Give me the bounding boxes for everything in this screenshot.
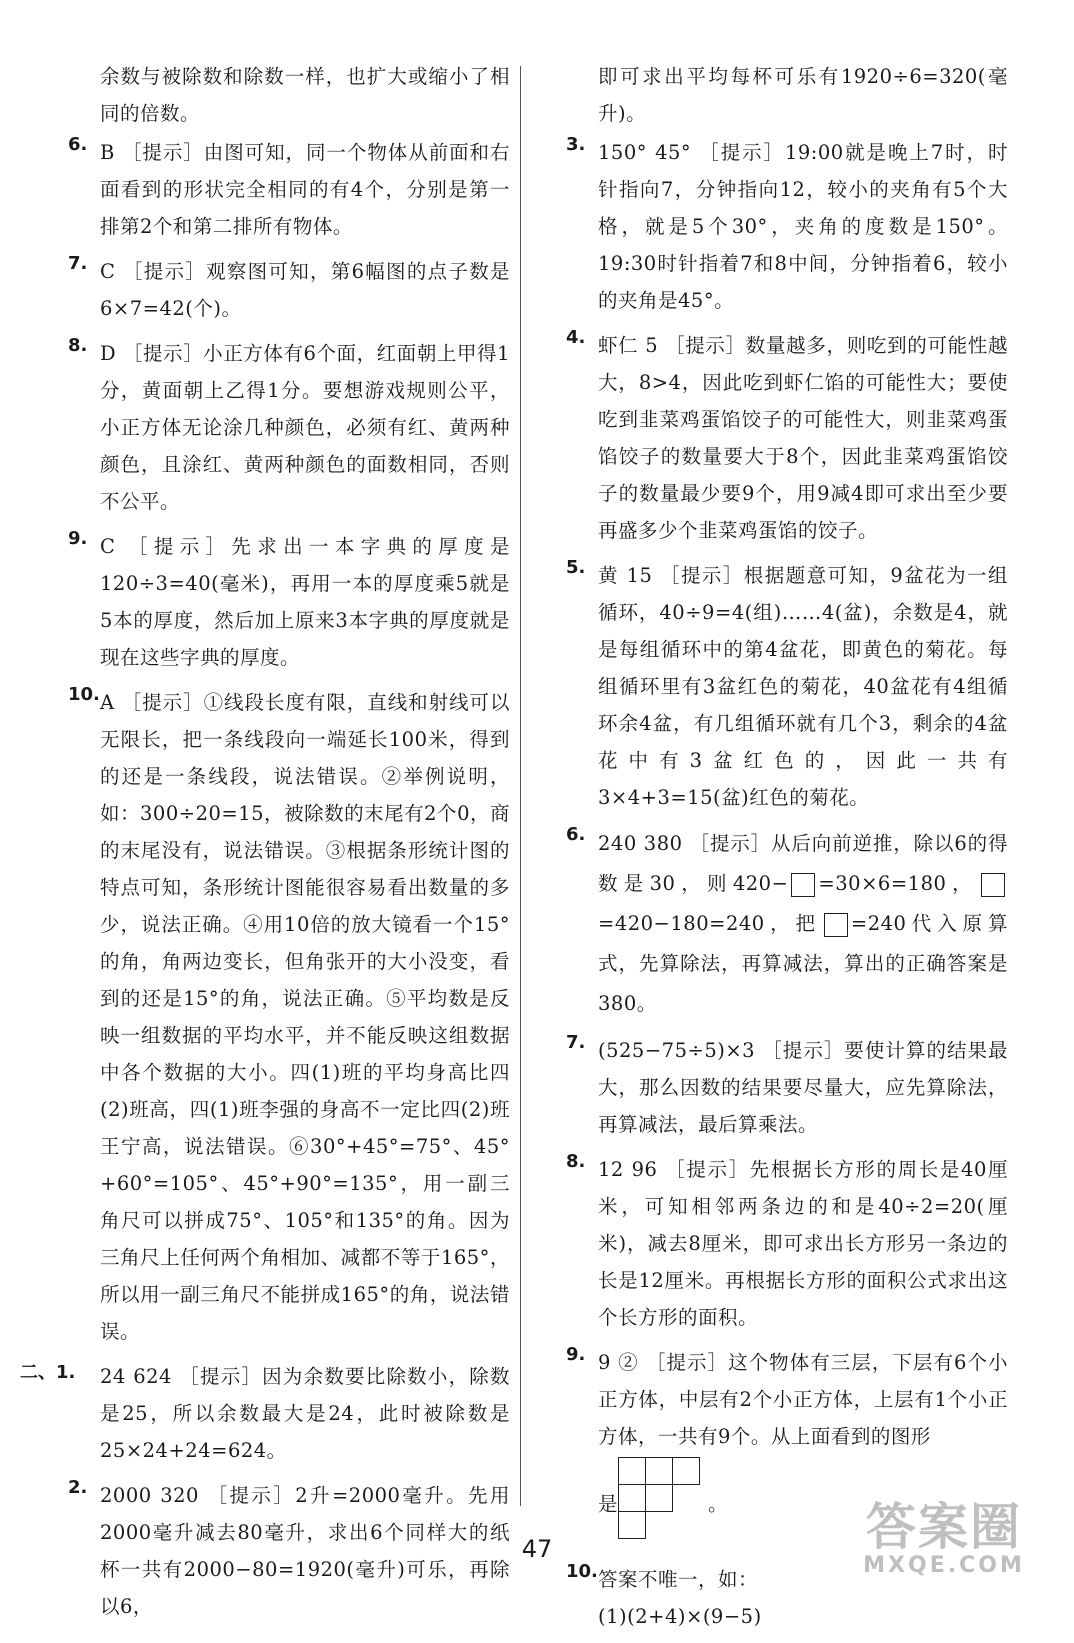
- item-number: 10.: [68, 684, 100, 705]
- item-text: D ［提示］小正方体有6个面，红面朝上甲得1分，黄面朝上乙得1分。要想游戏规则公平，小正方体无论涂几种颜色，必须有红、黄两种颜色，且涂红、黄两种颜色的面数相同，否则不公平。: [100, 342, 510, 513]
- watermark-url: MXQE.COM: [863, 1553, 1025, 1578]
- continuation-text: 即可求出平均每杯可乐有1920÷6=320(毫升)。: [598, 65, 1008, 125]
- text-part-2: =30×6=180，: [818, 872, 978, 895]
- text-part-4: =240代入原算式，先算除法，再算减法，算出的正确答案是380。: [598, 912, 1008, 1015]
- item-number: 9.: [566, 1344, 586, 1365]
- blank-box: [791, 873, 815, 897]
- item-text: (525−75÷5)×3 ［提示］要使计算的结果最大，那么因数的结果要尽量大，应先算除法，再算减法，最后算乘法。: [598, 1039, 1008, 1136]
- item-number: 2.: [68, 1477, 88, 1498]
- answer-item-10: [62, 684, 510, 1350]
- item-text: [560, 824, 1008, 1024]
- section2-item-1: [20, 1358, 510, 1469]
- item-text: A ［提示］①线段长度有限，直线和射线可以无限长，把一条线段向一端延长100米，得到的还是一条线段，说法错误。②举例说明，如：300÷20=15，被除数的末尾有2个0，商的末尾没有，说法错误。③根据条形统计图的特点可知，条形统计图能很容易看出数量的多少，说法正确。④用10倍的放大镜看一个15°的角，角两边变长，但角张开的大小没变，看到的还是15°的角，说法正确。⑤平均数是反映一组数据的平均水平，并不能反映这组数据中各个数据的大小。四(1)班的平均身高比四(2)班高，四(1)班李强的身高不一定比四(2)班王宁高，说法错误。⑥30°+45°=75°、45°+60°=105°、45°+90°=135°，用一副三角尺可以拼成75°、105°和135°的角。因为三角尺上任何两个角相加、减都不等于165°，所以用一副三角尺不能拼成165°的角，说法错误。: [100, 691, 510, 1343]
- grid-square: [618, 1484, 646, 1512]
- grid-square: [672, 1457, 700, 1485]
- grid-square: [618, 1457, 646, 1485]
- item-text: 12 96 ［提示］先根据长方形的周长是40厘米，可知相邻两条边的和是40÷2=20(厘米)，减去8厘米，即可求出长方形另一条边的长是12厘米。再根据长方形的面积公式求出这个长方形的面积。: [598, 1158, 1008, 1329]
- tail-post: 。: [708, 1492, 729, 1516]
- answer-item-9: [62, 528, 510, 676]
- item-text: 黄 15 ［提示］根据题意可知，9盆花为一组循环，40÷9=4(组)……4(盆)，余数是4，就是每组循环中的第4盆花，即黄色的菊花。每组循环里有3盆红色的菊花，40盆花有4组循环余4盆，有几组循环就有几个3，剩余的4盆花中有3盆红色的，因此一共有3×4+3=15(盆)红色的菊花。: [598, 564, 1008, 809]
- answer-item-7: [62, 253, 510, 327]
- answer-item-8: [62, 335, 510, 520]
- grid-square: [645, 1484, 673, 1512]
- page-number: 47: [521, 1535, 553, 1563]
- item-number: 7.: [68, 253, 88, 274]
- grid-square: [645, 1457, 673, 1485]
- answer-item-6-right: [560, 824, 1008, 1024]
- item-number: 9.: [68, 528, 88, 549]
- answer-item-4: [560, 327, 1008, 549]
- column-divider: [520, 66, 521, 1506]
- item-text: C ［提示］先求出一本字典的厚度是120÷3=40(毫米)，再用一本的厚度乘5就是5本的厚度，然后加上原来3本字典的厚度就是现在这些字典的厚度。: [100, 535, 510, 669]
- item-text: 24 624 ［提示］因为余数要比除数小，除数是25，所以余数最大是24，此时被除数是25×24+24=624。: [100, 1365, 510, 1462]
- item-number: 3.: [566, 134, 586, 155]
- item-number: 6.: [566, 824, 586, 845]
- item-number: 8.: [566, 1151, 586, 1172]
- item-number: 6.: [68, 134, 88, 155]
- answer-item-3: [560, 134, 1008, 319]
- item-number: 4.: [566, 327, 586, 348]
- right-column: [560, 58, 1008, 1643]
- intro-continuation: 余数与被除数和除数一样，也扩大或缩小了相同的倍数。: [100, 65, 510, 125]
- answer-item-8-right: [560, 1151, 1008, 1336]
- answer-item-6: [62, 134, 510, 245]
- answer-item-5: [560, 557, 1008, 816]
- left-column: [20, 58, 510, 1633]
- answer-item-7-right: [560, 1032, 1008, 1143]
- item-text: 9 ② ［提示］这个物体有三层，下层有6个小正方体，中层有2个小正方体，上层有1个小正方体，一共有9个。从上面看到的图形: [598, 1351, 1008, 1448]
- item-number: 二、1.: [20, 1362, 76, 1383]
- item-number: 8.: [68, 335, 88, 356]
- item-text: C ［提示］观察图可知，第6幅图的点子数是6×7=42(个)。: [100, 260, 510, 320]
- watermark-logo: [844, 1500, 1044, 1580]
- blank-box: [981, 873, 1005, 897]
- item-number: 7.: [566, 1032, 586, 1053]
- watermark-title: 答案圈: [866, 1498, 1022, 1556]
- text-part-3: =420−180=240，把: [598, 912, 821, 935]
- item-expression: (1)(2+4)×(9−5): [598, 1605, 762, 1628]
- item-number: 5.: [566, 557, 586, 578]
- item-text: 2000 320 ［提示］2升=2000毫升。先用2000毫升减去80毫升，求出6个同样大的纸杯一共有2000−80=1920(毫升)可乐，再除以6，: [100, 1484, 510, 1618]
- text-part-1: 240 380 ［提示］从后向前逆推，除以6的得数是30，则420−: [598, 832, 1008, 895]
- item-text: 答案不唯一，如：: [598, 1568, 759, 1591]
- item-number: 10.: [566, 1561, 598, 1582]
- tail-pre: 是: [598, 1492, 619, 1516]
- item-text: 虾仁 5 ［提示］数量越多，则吃到的可能性越大，8>4，因此吃到虾仁馅的可能性大；要使吃到韭菜鸡蛋馅饺子的可能性大，则韭菜鸡蛋馅饺子的数量要大于8个，因此韭菜鸡蛋馅饺子的数量最少要9个，用9减4即可求出至少要再盛多少个韭菜鸡蛋馅的饺子。: [598, 334, 1008, 542]
- item-text: 150° 45° ［提示］19:00就是晚上7时，时针指向7，分钟指向12，较小的夹角有5个大格，就是5个30°，夹角的度数是150°。19:30时针指着7和8中间，分钟指着6，较小的夹角是45°。: [598, 141, 1008, 312]
- blank-box: [824, 913, 848, 937]
- item-text: B ［提示］由图可知，同一个物体从前面和右面看到的形状完全相同的有4个，分别是第一排第2个和第二排所有物体。: [100, 141, 510, 238]
